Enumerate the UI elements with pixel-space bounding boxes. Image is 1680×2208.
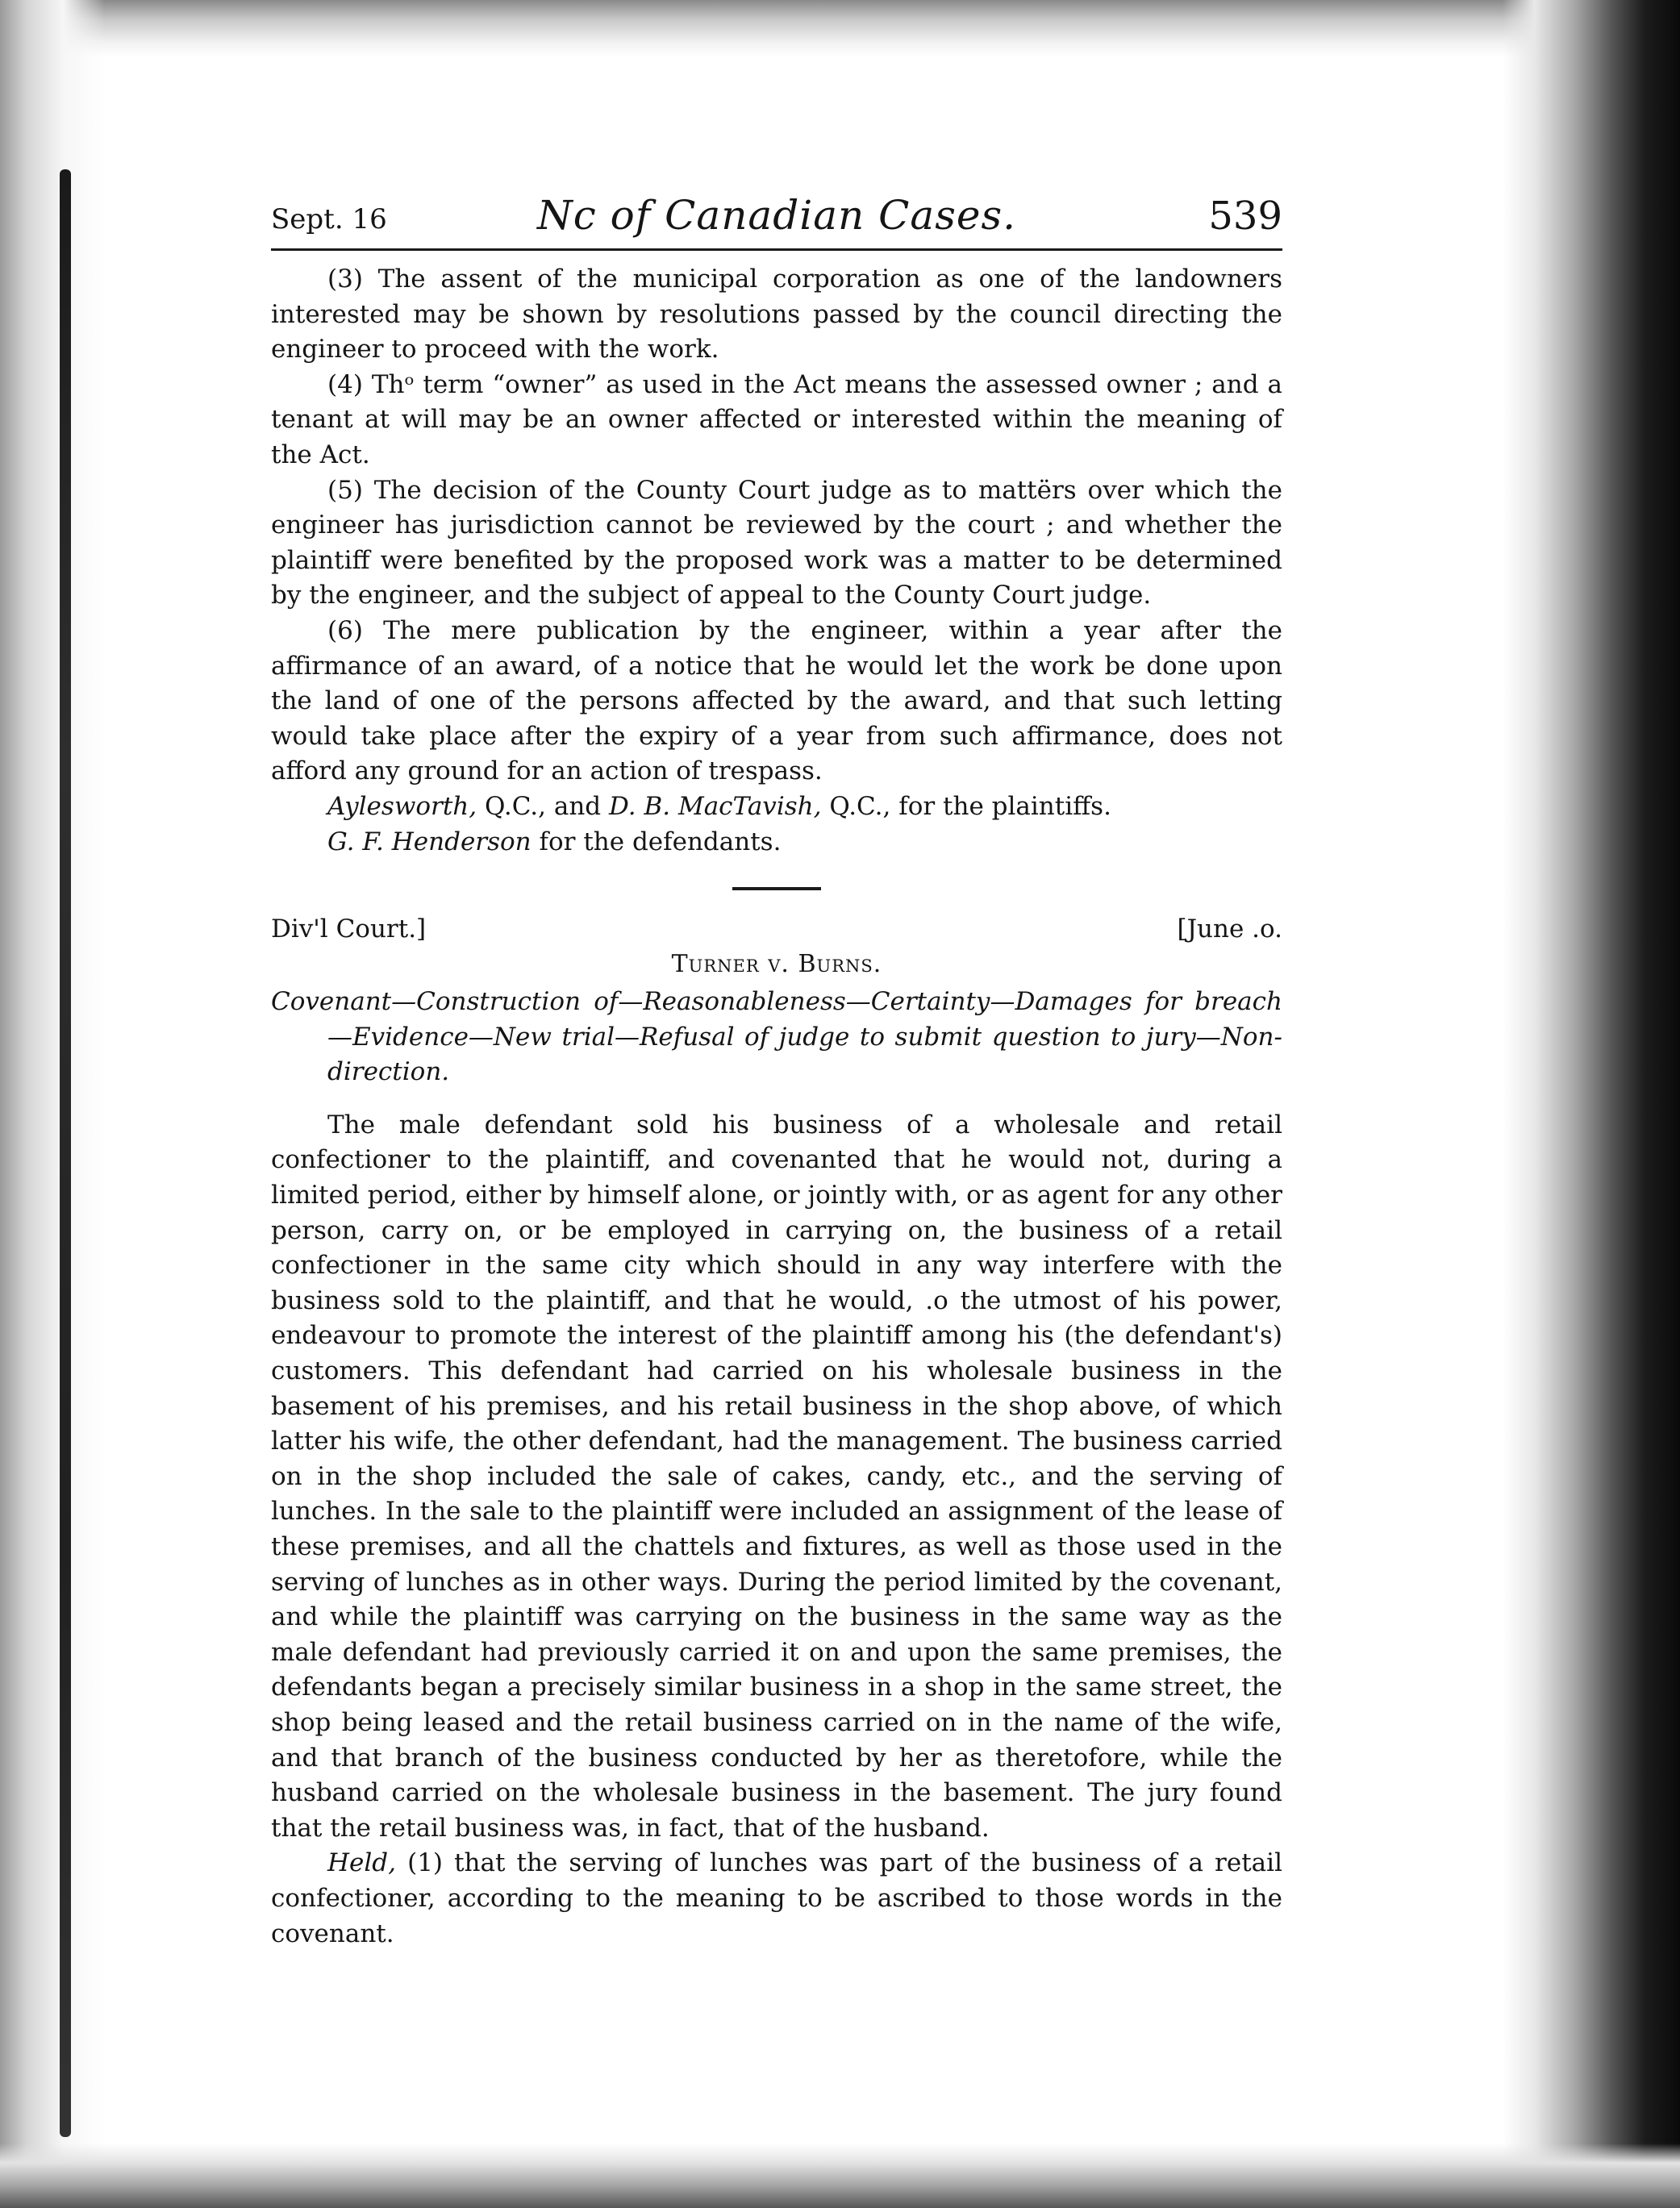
page-content — [271, 192, 1282, 1952]
counsel-name: Aylesworth, — [327, 791, 477, 821]
case-facts: The male defendant sold his business of a wholesale and retail confectioner to the plaintiff, and covenanted that he would not, during a limited period, either by himself alone, or jointly with, or as agent for any other person, carry on, or be employed in carrying on, the business of a retail confectioner in the same city which should in any way interfere with the business sold to the plaintiff, and that he would, .o the utmost of his power, endeavour to promote the interest of the plaintiff among his (the defendant's) customers. This defendant had carried on his wholesale business in the basement of his premises, and his retail business in the shop above, of which latter his wife, the other defendant, had the management. The business carried on in the shop included the sale of cakes, candy, etc., and the serving of lunches. In the sale to the plaintiff were included an assignment of the lease of these premises, and all the chattels and fixtures, as well as those used in the serving of lunches as in other ways. During the period limited by the covenant, and while the plaintiff was carrying on the business in the same way as the male defendant had previously carried it on and upon the same premises, the defendants began a precisely similar business in a shop in the same street, the shop being leased and the retail business carried on in the name of the wife, and that branch of the business conducted by her as theretofore, while the husband carried on the wholesale business in the basement. The jury found that the retail business was, in fact, that of the husband. — [271, 1110, 1282, 1843]
case-title: Turner v. Burns. — [671, 950, 882, 979]
counsel-defendants — [271, 825, 1282, 860]
counsel-text: Q.C., and — [477, 791, 610, 821]
counsel-name: G. F. Henderson — [327, 827, 532, 856]
case-holding — [271, 1846, 1282, 1952]
scan-shadow-left — [0, 0, 105, 2208]
scan-shadow-top — [0, 0, 1680, 56]
counsel-plaintiffs — [271, 789, 1282, 825]
paragraph-5: (5) The decision of the County Court judge as to mattërs over which the engineer has jurisdiction cannot be reviewed by the court ; and whether the plaintiff were benefited by the proposed work was a matter to be determined by the engineer, and the subject of appeal to the County Court judge. — [271, 475, 1282, 610]
scan-shadow-right — [1503, 0, 1680, 2208]
running-header — [271, 192, 1282, 244]
binding-edge — [60, 169, 71, 2137]
section-separator — [732, 887, 821, 890]
paragraph-6: (6) The mere publication by the engineer, within a year after the affirmance of an award, of a notice that he would let the work be done upon the land of one of the persons affected by the award, and that such letting would take place after the expiry of a year from such affirmance, does not afford any ground for an action of trespass. — [271, 615, 1282, 786]
paragraph-3: (3) The assent of the municipal corporation as one of the landowners interested may be shown by resolutions passed by the council directing the engineer to proceed with the work. — [271, 265, 1282, 365]
header-rule — [271, 248, 1282, 251]
counsel-text: for the defendants. — [531, 827, 782, 856]
paragraph-4: (4) Thᵒ term “owner” as used in the Act means the assessed owner ; and a tenant at will may be an owner affected or interested within the meaning of the Act. — [271, 369, 1282, 469]
decision-date: [June .o. — [1177, 914, 1282, 944]
scan-shadow-bottom — [0, 2143, 1680, 2208]
header-title: Nc of Canadian Cases. — [537, 192, 1016, 239]
header-date: Sept. 16 — [271, 203, 387, 235]
court-name: Div'l Court.] — [271, 914, 427, 944]
case-headnote: Covenant—Construction of—Reasonableness—Certainty—Damages for breach —Evidence—New trial—Refusal of judge to submit question to jury—Non-direction. — [271, 987, 1282, 1087]
counsel-name: D. B. MacTavish, — [609, 791, 822, 821]
page-number: 539 — [1208, 194, 1282, 239]
held-text: (1) that the serving of lunches was part of the business of a retail confectioner, according to the meaning to be ascribed to those words in the covenant. — [271, 1848, 1282, 1948]
held-label: Held, — [327, 1848, 396, 1878]
counsel-text: Q.C., for the plaintiffs. — [821, 791, 1111, 821]
court-line — [271, 914, 1282, 950]
